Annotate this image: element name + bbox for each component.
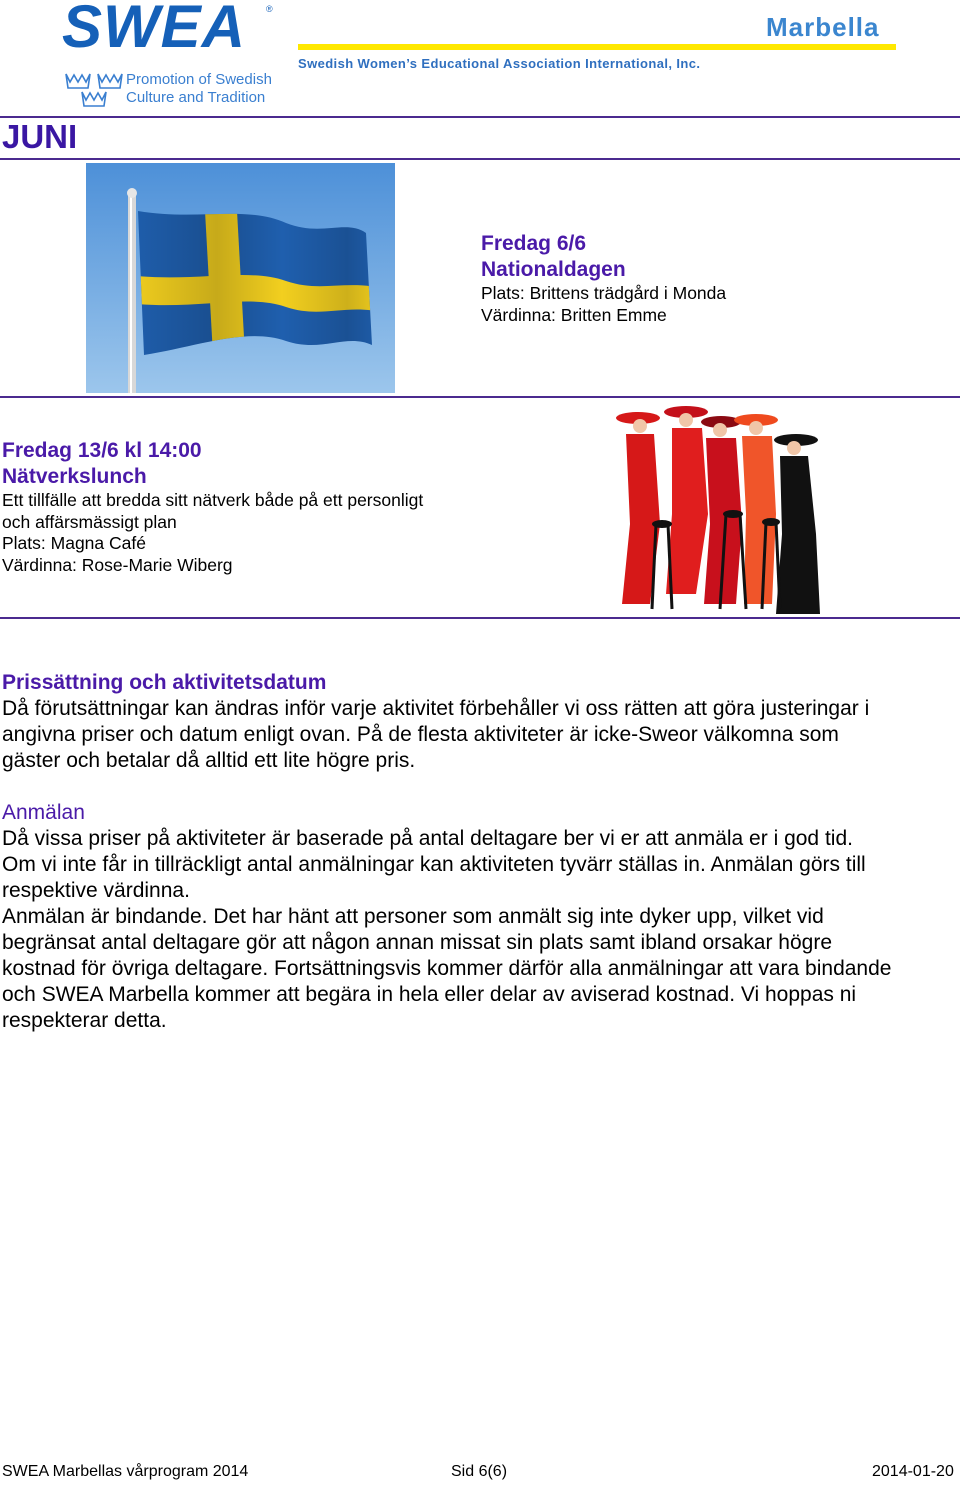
swea-logo-text: SWEA — [62, 0, 246, 60]
pricing-text: gäster och betalar då alltid ett lite högre pris. — [2, 749, 416, 772]
swedish-flag-icon — [86, 163, 395, 393]
event-title: Nationaldagen — [481, 258, 626, 281]
divider — [0, 116, 960, 118]
event-natverkslunch — [2, 438, 423, 576]
ladies-illustration — [616, 404, 822, 616]
event-date: Fredag 13/6 kl 14:00 — [2, 439, 202, 462]
divider — [0, 158, 960, 160]
signup-text: Anmälan är bindande. Det har hänt att personer som anmält sig inte dyker upp, vilket vid — [2, 905, 824, 928]
header-yellow-bar — [298, 44, 896, 50]
signup-section — [2, 800, 958, 1034]
event-date: Fredag 6/6 — [481, 232, 587, 255]
chapter-city: Marbella — [766, 12, 880, 42]
event-description: och affärsmässigt plan — [2, 511, 177, 532]
event-host: Värdinna: Britten Emme — [481, 304, 667, 325]
organization-name: Swedish Women’s Educational Association International, Inc. — [298, 56, 701, 71]
event-nationaldagen — [481, 231, 726, 326]
footer-page-number: Sid 6(6) — [451, 1463, 508, 1480]
pricing-text: Då förutsättningar kan ändras inför varje aktivitet förbehåller vi oss rätten att göra justeringar i — [2, 697, 870, 720]
tagline — [126, 71, 272, 107]
three-crowns-icon — [64, 68, 124, 108]
ladies-in-red-icon — [616, 404, 822, 616]
swedish-flag-photo — [86, 163, 395, 393]
tagline-line-2: Culture and Tradition — [126, 89, 266, 106]
event-host: Värdinna: Rose-Marie Wiberg — [2, 554, 233, 575]
month-title: JUNI — [2, 118, 78, 155]
pricing-heading: Prissättning och aktivitetsdatum — [2, 671, 327, 694]
signup-text: Då vissa priser på aktiviteter är baserade på antal deltagare ber vi er att anmäla er i god tid. — [2, 827, 853, 850]
signup-text: respekterar detta. — [2, 1009, 167, 1032]
signup-text: respektive värdinna. — [2, 879, 190, 902]
divider — [0, 617, 960, 619]
registered-mark: ® — [266, 4, 273, 14]
signup-text: kostnad för övriga deltagare. Fortsättningsvis kommer därför alla anmälningar att vara bindande — [2, 957, 892, 980]
tagline-line-1: Promotion of Swedish — [126, 71, 272, 88]
footer-program-title: SWEA Marbellas vårprogram 2014 — [2, 1463, 249, 1480]
footer-date: 2014-01-20 — [872, 1463, 954, 1480]
pricing-text: angivna priser och datum enligt ovan. På de flesta aktiviteter är icke-Sweor välkomna som — [2, 723, 839, 746]
event-place: Plats: Magna Café — [2, 533, 146, 553]
signup-text: Om vi inte får in tillräckligt antal anmälningar kan aktiviteten tyvärr ställas in. Anmälan görs till — [2, 853, 866, 876]
event-description: Ett tillfälle att bredda sitt nätverk både på ett personligt — [2, 490, 424, 510]
event-title: Nätverkslunch — [2, 465, 147, 488]
divider — [0, 396, 960, 398]
signup-heading: Anmälan — [2, 801, 85, 824]
event-place: Plats: Brittens trädgård i Monda — [481, 283, 727, 303]
pricing-section — [2, 670, 958, 774]
signup-text: begränsat antal deltagare gör att någon annan missat sin plats samt ibland orsakar högre — [2, 931, 833, 954]
signup-text: och SWEA Marbella kommer att begära in hela eller delar av aviserad kostnad. Vi hoppas ni — [2, 983, 857, 1006]
